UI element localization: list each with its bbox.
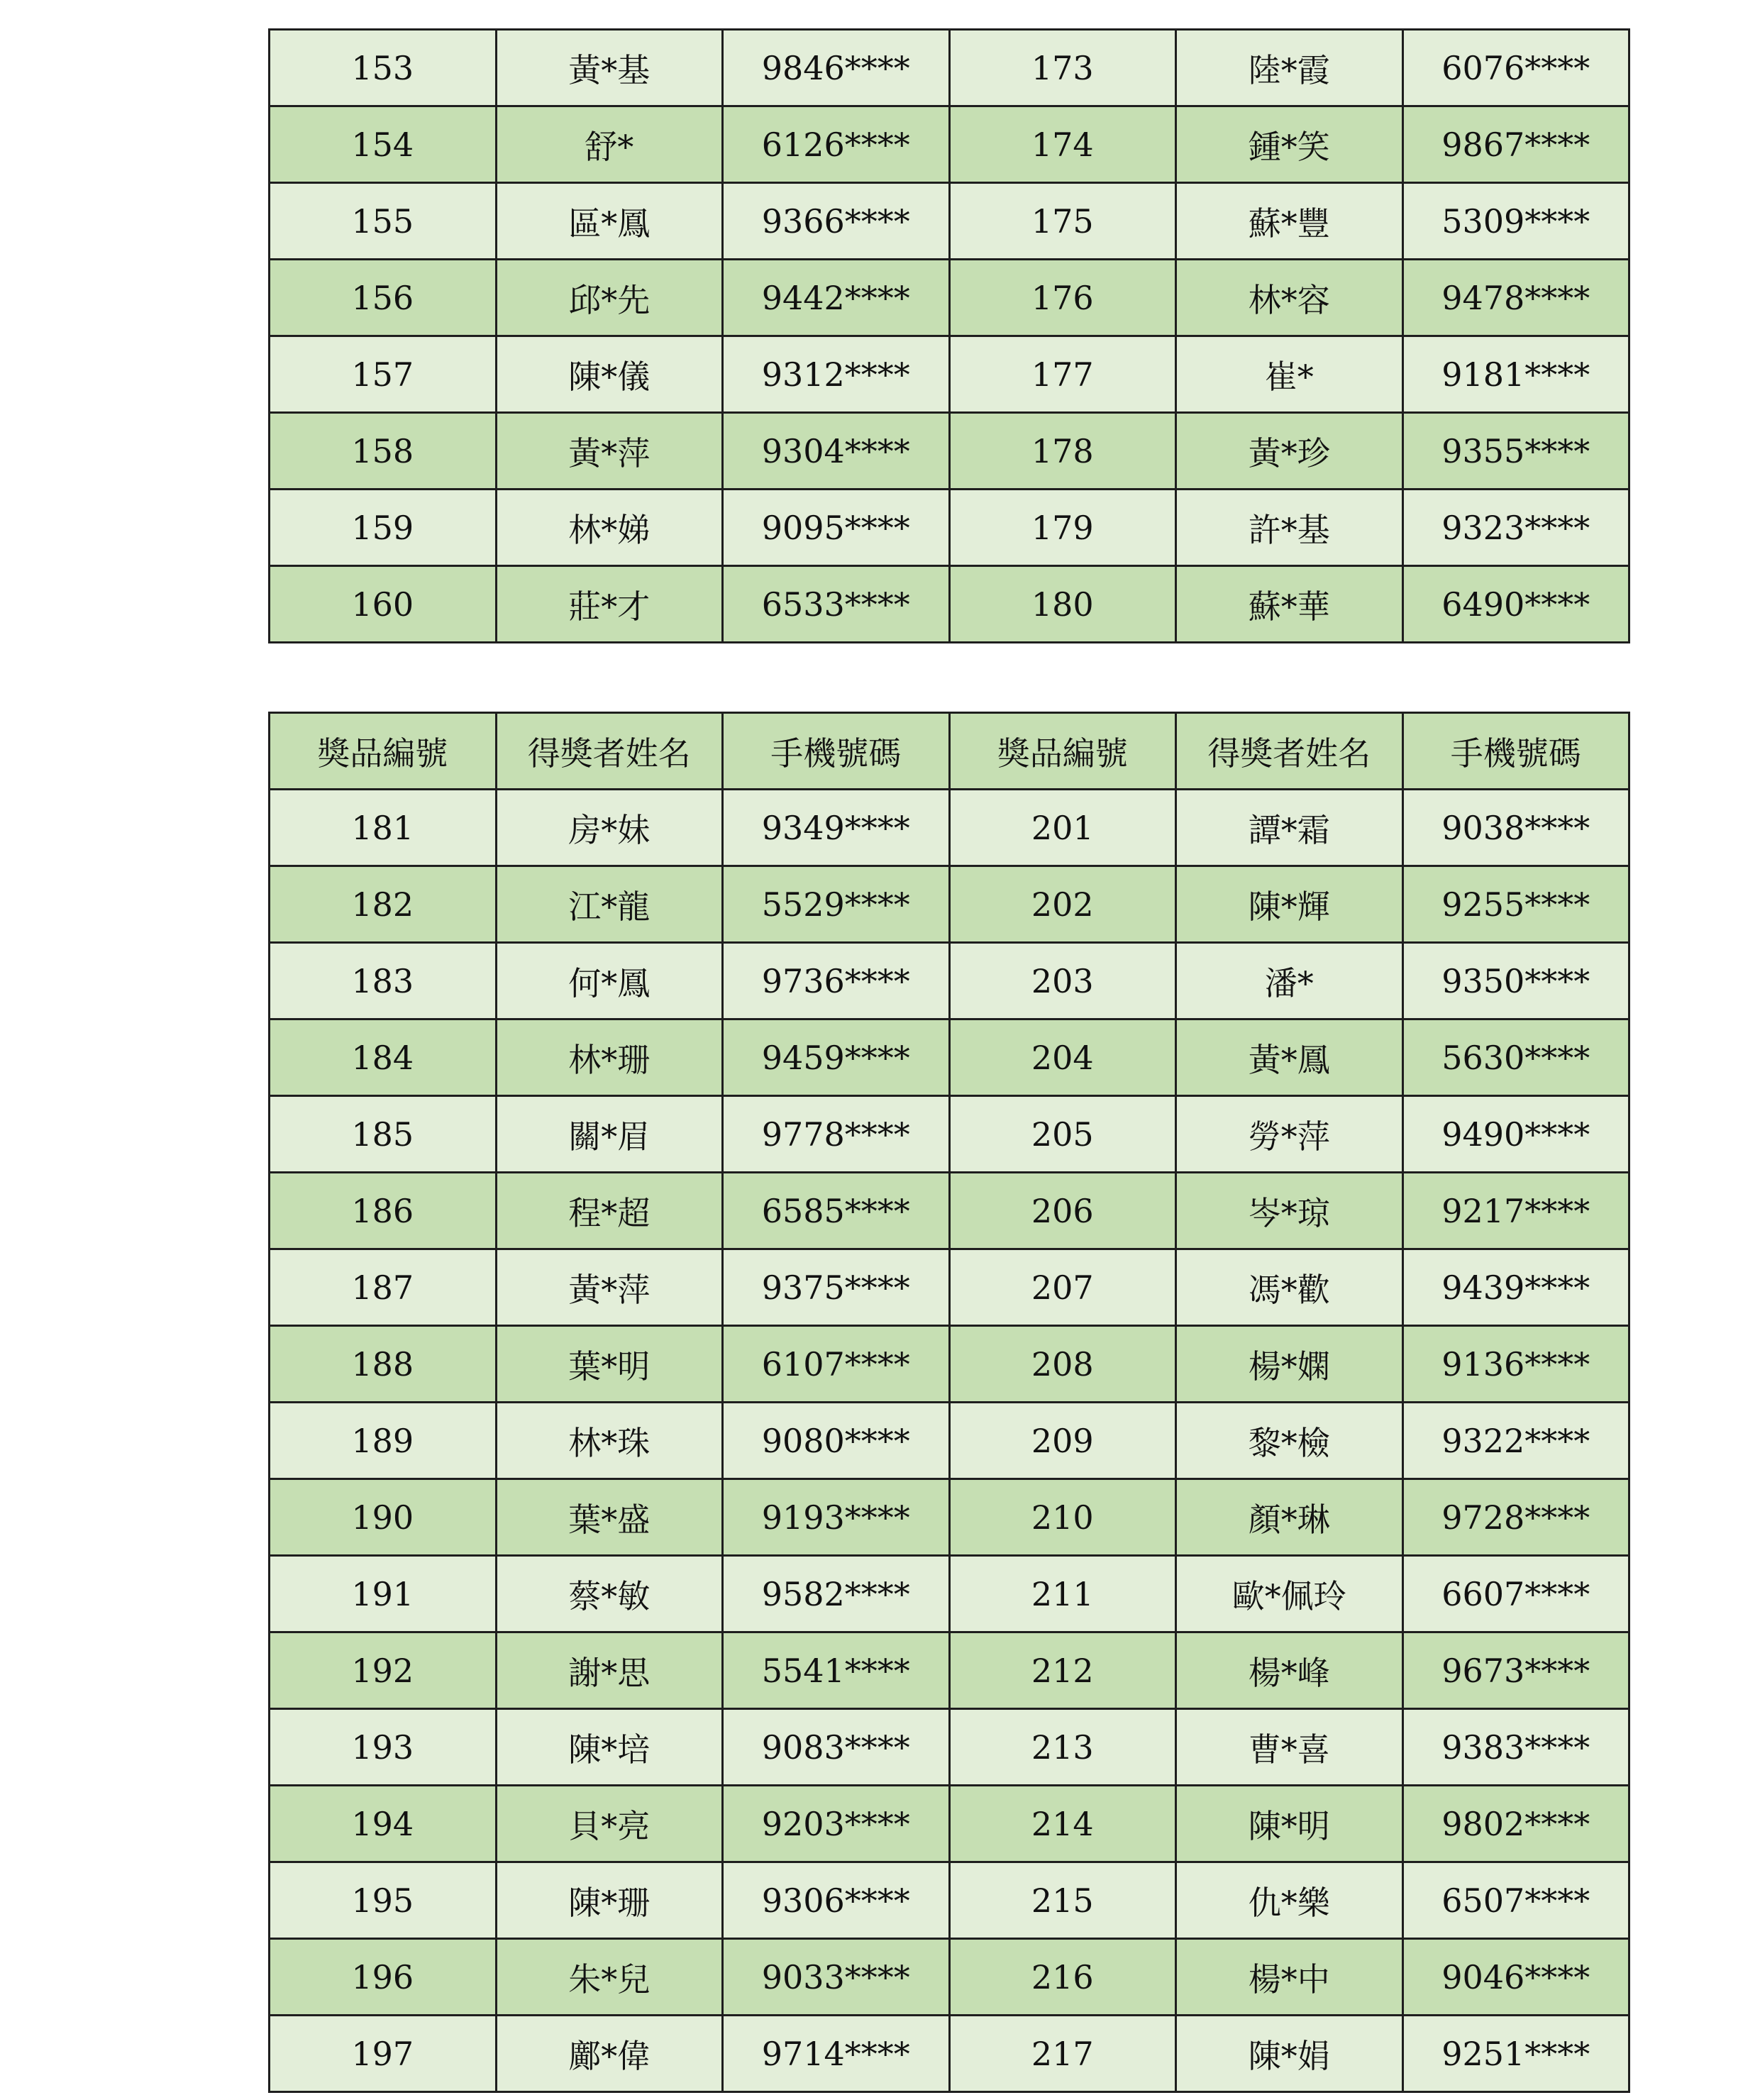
winner-name-cell: 陳*珊: [496, 1862, 723, 1939]
prize-number-cell: 156: [270, 260, 497, 336]
prize-number-cell: 197: [270, 2016, 497, 2092]
mobile-number-cell: 9033****: [723, 1939, 950, 2016]
table-row: [270, 1709, 1629, 1786]
winner-name-cell: 黃*萍: [496, 413, 723, 490]
prize-number-cell: 175: [949, 183, 1176, 260]
mobile-number-cell: 9867****: [1402, 106, 1629, 183]
header-prize-number: 獎品編號: [270, 713, 497, 790]
mobile-number-cell: 9728****: [1402, 1479, 1629, 1556]
mobile-number-cell: 9582****: [723, 1556, 950, 1632]
winner-name-cell: 何*鳳: [496, 943, 723, 1019]
table-row: [270, 1862, 1629, 1939]
mobile-number-cell: 6490****: [1402, 566, 1629, 643]
prize-number-cell: 206: [949, 1173, 1176, 1249]
winner-name-cell: 楊*嫻: [1176, 1326, 1403, 1403]
mobile-number-cell: 5541****: [723, 1632, 950, 1709]
mobile-number-cell: 5630****: [1402, 1019, 1629, 1096]
header-winner-name: 得獎者姓名: [496, 713, 723, 790]
mobile-number-cell: 9350****: [1402, 943, 1629, 1019]
mobile-number-cell: 9304****: [723, 413, 950, 490]
mobile-number-cell: 6585****: [723, 1173, 950, 1249]
header-mobile-number: 手機號碼: [1402, 713, 1629, 790]
winner-name-cell: 區*鳳: [496, 183, 723, 260]
mobile-number-cell: 9181****: [1402, 336, 1629, 413]
prize-number-cell: 215: [949, 1862, 1176, 1939]
table-row: [270, 1556, 1629, 1632]
winner-name-cell: 歐*佩玲: [1176, 1556, 1403, 1632]
winner-name-cell: 林*娣: [496, 490, 723, 566]
table-row: [270, 566, 1629, 643]
mobile-number-cell: 9217****: [1402, 1173, 1629, 1249]
winner-name-cell: 陳*輝: [1176, 866, 1403, 943]
prize-number-cell: 189: [270, 1403, 497, 1479]
winner-name-cell: 蘇*豐: [1176, 183, 1403, 260]
winner-name-cell: 林*珠: [496, 1403, 723, 1479]
prize-number-cell: 181: [270, 790, 497, 866]
prize-number-cell: 205: [949, 1096, 1176, 1173]
prize-number-cell: 190: [270, 1479, 497, 1556]
mobile-number-cell: 9306****: [723, 1862, 950, 1939]
mobile-number-cell: 9251****: [1402, 2016, 1629, 2092]
table-row: [270, 1326, 1629, 1403]
prize-number-cell: 184: [270, 1019, 497, 1096]
mobile-number-cell: 6076****: [1402, 30, 1629, 106]
table-row: [270, 866, 1629, 943]
mobile-number-cell: 9080****: [723, 1403, 950, 1479]
mobile-number-cell: 5529****: [723, 866, 950, 943]
prize-number-cell: 177: [949, 336, 1176, 413]
prize-number-cell: 182: [270, 866, 497, 943]
mobile-number-cell: 6107****: [723, 1326, 950, 1403]
prize-number-cell: 186: [270, 1173, 497, 1249]
prize-number-cell: 211: [949, 1556, 1176, 1632]
prize-number-cell: 204: [949, 1019, 1176, 1096]
winner-name-cell: 蘇*華: [1176, 566, 1403, 643]
winner-name-cell: 陳*娟: [1176, 2016, 1403, 2092]
header-prize-number: 獎品編號: [949, 713, 1176, 790]
table-row: [270, 790, 1629, 866]
mobile-number-cell: 6607****: [1402, 1556, 1629, 1632]
mobile-number-cell: 9439****: [1402, 1249, 1629, 1326]
mobile-number-cell: 9083****: [723, 1709, 950, 1786]
winner-name-cell: 岑*琼: [1176, 1173, 1403, 1249]
mobile-number-cell: 9038****: [1402, 790, 1629, 866]
prize-number-cell: 195: [270, 1862, 497, 1939]
table-row: [270, 2016, 1629, 2092]
prize-number-cell: 213: [949, 1709, 1176, 1786]
winner-name-cell: 舒*: [496, 106, 723, 183]
winner-name-cell: 關*眉: [496, 1096, 723, 1173]
table-row: [270, 1632, 1629, 1709]
prize-number-cell: 179: [949, 490, 1176, 566]
winner-name-cell: 江*龍: [496, 866, 723, 943]
mobile-number-cell: 9046****: [1402, 1939, 1629, 2016]
table-row: [270, 106, 1629, 183]
winner-name-cell: 陳*明: [1176, 1786, 1403, 1862]
mobile-number-cell: 9802****: [1402, 1786, 1629, 1862]
prize-number-cell: 187: [270, 1249, 497, 1326]
winner-name-cell: 譚*霜: [1176, 790, 1403, 866]
winner-name-cell: 林*容: [1176, 260, 1403, 336]
winner-name-cell: 鄺*偉: [496, 2016, 723, 2092]
prize-number-cell: 185: [270, 1096, 497, 1173]
winner-name-cell: 黃*珍: [1176, 413, 1403, 490]
winner-name-cell: 楊*峰: [1176, 1632, 1403, 1709]
winner-name-cell: 曹*喜: [1176, 1709, 1403, 1786]
winner-name-cell: 許*基: [1176, 490, 1403, 566]
prize-number-cell: 210: [949, 1479, 1176, 1556]
mobile-number-cell: 9312****: [723, 336, 950, 413]
prize-number-cell: 217: [949, 2016, 1176, 2092]
prize-number-cell: 155: [270, 183, 497, 260]
prize-number-cell: 209: [949, 1403, 1176, 1479]
table-row: [270, 1019, 1629, 1096]
table-row: [270, 336, 1629, 413]
winner-name-cell: 陳*培: [496, 1709, 723, 1786]
mobile-number-cell: 9355****: [1402, 413, 1629, 490]
winner-name-cell: 黃*萍: [496, 1249, 723, 1326]
prize-number-cell: 214: [949, 1786, 1176, 1862]
prize-number-cell: 160: [270, 566, 497, 643]
prize-number-cell: 153: [270, 30, 497, 106]
winner-name-cell: 陳*儀: [496, 336, 723, 413]
mobile-number-cell: 9323****: [1402, 490, 1629, 566]
prize-number-cell: 176: [949, 260, 1176, 336]
prize-number-cell: 178: [949, 413, 1176, 490]
mobile-number-cell: 6533****: [723, 566, 950, 643]
header-mobile-number: 手機號碼: [723, 713, 950, 790]
mobile-number-cell: 6126****: [723, 106, 950, 183]
table-row: [270, 1939, 1629, 2016]
mobile-number-cell: 9366****: [723, 183, 950, 260]
mobile-number-cell: 9673****: [1402, 1632, 1629, 1709]
winner-name-cell: 莊*才: [496, 566, 723, 643]
prize-number-cell: 154: [270, 106, 497, 183]
table-header-row: [270, 713, 1629, 790]
prize-number-cell: 191: [270, 1556, 497, 1632]
prize-number-cell: 201: [949, 790, 1176, 866]
prize-number-cell: 158: [270, 413, 497, 490]
winner-name-cell: 房*妹: [496, 790, 723, 866]
table-row: [270, 183, 1629, 260]
mobile-number-cell: 6507****: [1402, 1862, 1629, 1939]
mobile-number-cell: 9095****: [723, 490, 950, 566]
mobile-number-cell: 9193****: [723, 1479, 950, 1556]
winner-name-cell: 蔡*敏: [496, 1556, 723, 1632]
winner-name-cell: 謝*思: [496, 1632, 723, 1709]
table-row: [270, 1479, 1629, 1556]
mobile-number-cell: 9714****: [723, 2016, 950, 2092]
mobile-number-cell: 9349****: [723, 790, 950, 866]
header-winner-name: 得獎者姓名: [1176, 713, 1403, 790]
table-row: [270, 1173, 1629, 1249]
mobile-number-cell: 9375****: [723, 1249, 950, 1326]
winner-name-cell: 勞*萍: [1176, 1096, 1403, 1173]
mobile-number-cell: 9322****: [1402, 1403, 1629, 1479]
winner-name-cell: 黃*鳳: [1176, 1019, 1403, 1096]
prize-number-cell: 196: [270, 1939, 497, 2016]
winner-name-cell: 楊*中: [1176, 1939, 1403, 2016]
prize-number-cell: 216: [949, 1939, 1176, 2016]
mobile-number-cell: 9778****: [723, 1096, 950, 1173]
table-row: [270, 1786, 1629, 1862]
prize-number-cell: 203: [949, 943, 1176, 1019]
winners-table-bottom-body: [270, 790, 1629, 2092]
winner-name-cell: 仇*樂: [1176, 1862, 1403, 1939]
table-row: [270, 1096, 1629, 1173]
mobile-number-cell: 9736****: [723, 943, 950, 1019]
mobile-number-cell: 9136****: [1402, 1326, 1629, 1403]
winner-name-cell: 鍾*笑: [1176, 106, 1403, 183]
prize-number-cell: 202: [949, 866, 1176, 943]
winners-table-top-body: [270, 30, 1629, 643]
mobile-number-cell: 9459****: [723, 1019, 950, 1096]
table-row: [270, 1249, 1629, 1326]
winners-table-top: [268, 28, 1630, 643]
winner-name-cell: 顏*琳: [1176, 1479, 1403, 1556]
mobile-number-cell: 9383****: [1402, 1709, 1629, 1786]
winners-table-bottom: [268, 712, 1630, 2093]
winner-name-cell: 馮*歡: [1176, 1249, 1403, 1326]
prize-number-cell: 208: [949, 1326, 1176, 1403]
winner-name-cell: 邱*先: [496, 260, 723, 336]
winner-name-cell: 崔*: [1176, 336, 1403, 413]
winner-name-cell: 葉*明: [496, 1326, 723, 1403]
table-row: [270, 260, 1629, 336]
prize-number-cell: 212: [949, 1632, 1176, 1709]
prize-number-cell: 192: [270, 1632, 497, 1709]
table-row: [270, 943, 1629, 1019]
prize-number-cell: 157: [270, 336, 497, 413]
mobile-number-cell: 9478****: [1402, 260, 1629, 336]
prize-number-cell: 194: [270, 1786, 497, 1862]
winner-name-cell: 黃*基: [496, 30, 723, 106]
winner-name-cell: 程*超: [496, 1173, 723, 1249]
mobile-number-cell: 9203****: [723, 1786, 950, 1862]
prize-number-cell: 193: [270, 1709, 497, 1786]
winner-name-cell: 潘*: [1176, 943, 1403, 1019]
table-row: [270, 413, 1629, 490]
mobile-number-cell: 9255****: [1402, 866, 1629, 943]
table-row: [270, 1403, 1629, 1479]
mobile-number-cell: 9490****: [1402, 1096, 1629, 1173]
prize-number-cell: 207: [949, 1249, 1176, 1326]
table-row: [270, 490, 1629, 566]
prize-number-cell: 159: [270, 490, 497, 566]
winner-name-cell: 貝*亮: [496, 1786, 723, 1862]
prize-number-cell: 173: [949, 30, 1176, 106]
winner-name-cell: 朱*兒: [496, 1939, 723, 2016]
winner-name-cell: 葉*盛: [496, 1479, 723, 1556]
mobile-number-cell: 9846****: [723, 30, 950, 106]
winner-name-cell: 陸*霞: [1176, 30, 1403, 106]
prize-number-cell: 180: [949, 566, 1176, 643]
prize-number-cell: 174: [949, 106, 1176, 183]
prize-number-cell: 183: [270, 943, 497, 1019]
table-row: [270, 30, 1629, 106]
mobile-number-cell: 9442****: [723, 260, 950, 336]
winner-name-cell: 黎*檢: [1176, 1403, 1403, 1479]
prize-number-cell: 188: [270, 1326, 497, 1403]
mobile-number-cell: 5309****: [1402, 183, 1629, 260]
winner-name-cell: 林*珊: [496, 1019, 723, 1096]
